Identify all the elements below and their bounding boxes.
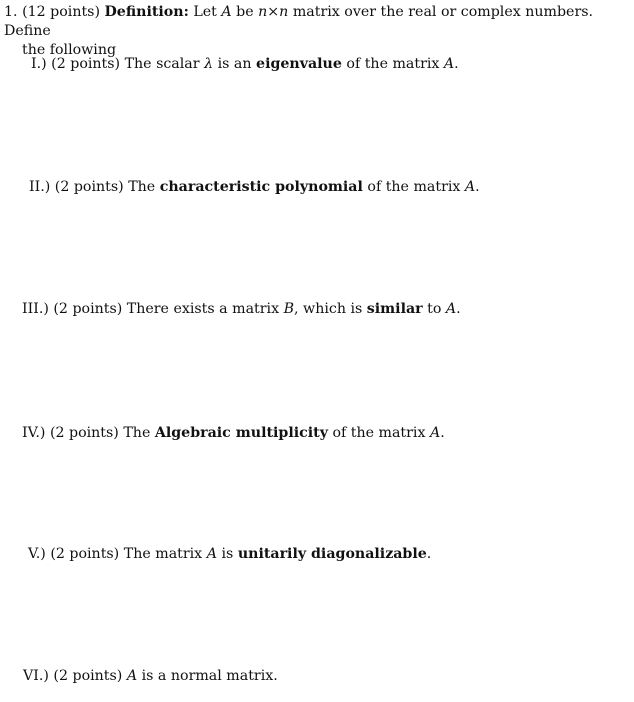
item-text: The xyxy=(128,179,156,195)
item-text: is a normal matrix. xyxy=(141,668,278,684)
question-item-eigenvalue xyxy=(31,55,459,74)
question-item-normal-matrix xyxy=(23,667,278,686)
math-var-A: A xyxy=(443,56,455,72)
item-text: There exists a matrix xyxy=(126,301,280,317)
item-period: . xyxy=(456,301,461,317)
math-var-n: n xyxy=(258,4,268,20)
item-term: similar xyxy=(366,301,423,317)
problem-heading: Definition: xyxy=(104,4,189,20)
item-term: unitarily diagonalizable xyxy=(237,546,427,562)
problem-intro-text: be xyxy=(236,4,254,20)
item-term: Algebraic multiplicity xyxy=(154,425,328,441)
item-label: III.) xyxy=(22,301,49,317)
item-label: VI.) xyxy=(23,668,49,684)
question-item-similar xyxy=(22,300,461,319)
item-text: of the matrix xyxy=(346,56,440,72)
problem-intro-text: Let xyxy=(193,4,217,20)
problem-line-2: the following xyxy=(22,42,117,58)
item-period: . xyxy=(440,425,445,441)
question-item-unitarily-diagonalizable xyxy=(28,545,431,564)
math-var-A: A xyxy=(221,4,232,20)
times-symbol: × xyxy=(267,4,280,20)
math-var-B: B xyxy=(283,301,295,317)
math-var-A: A xyxy=(429,425,441,441)
math-var-A: A xyxy=(445,301,457,317)
problem-line-1 xyxy=(4,3,626,41)
item-points: (2 points) xyxy=(51,56,121,72)
item-period: . xyxy=(426,546,432,562)
item-points: (2 points) xyxy=(53,668,123,684)
math-var-n: n xyxy=(279,4,289,20)
item-text: The scalar xyxy=(124,56,200,72)
item-points: (2 points) xyxy=(50,546,120,562)
problem-intro-text: matrix over the real or complex numbers. Define xyxy=(4,4,594,39)
item-period: . xyxy=(475,179,480,195)
math-var-A: A xyxy=(206,546,217,562)
item-points: (2 points) xyxy=(53,301,123,317)
item-text: is an xyxy=(217,56,252,72)
math-var-A: A xyxy=(464,179,476,195)
item-label: I.) xyxy=(31,56,47,72)
item-text: of the matrix xyxy=(367,179,461,195)
question-item-algebraic-multiplicity xyxy=(22,424,445,443)
math-lambda: λ xyxy=(204,56,214,72)
problem-number: 1. xyxy=(4,4,18,20)
item-text: The matrix xyxy=(123,546,203,562)
problem-statement xyxy=(4,3,626,60)
item-text: of the matrix xyxy=(332,425,426,441)
item-points: (2 points) xyxy=(49,425,119,441)
item-text: to xyxy=(427,301,442,317)
item-term: eigenvalue xyxy=(256,56,342,72)
item-points: (2 points) xyxy=(54,179,124,195)
item-text: , which is xyxy=(294,301,363,317)
item-label: IV.) xyxy=(22,425,46,441)
question-item-characteristic-polynomial xyxy=(29,178,480,197)
item-period: . xyxy=(454,56,459,72)
item-label: II.) xyxy=(29,179,51,195)
item-term: characteristic polynomial xyxy=(159,179,363,195)
item-text: The xyxy=(123,425,151,441)
math-var-A: A xyxy=(126,668,138,684)
item-text: is xyxy=(221,546,234,562)
item-label: V.) xyxy=(28,546,46,562)
problem-points: (12 points) xyxy=(22,4,100,20)
